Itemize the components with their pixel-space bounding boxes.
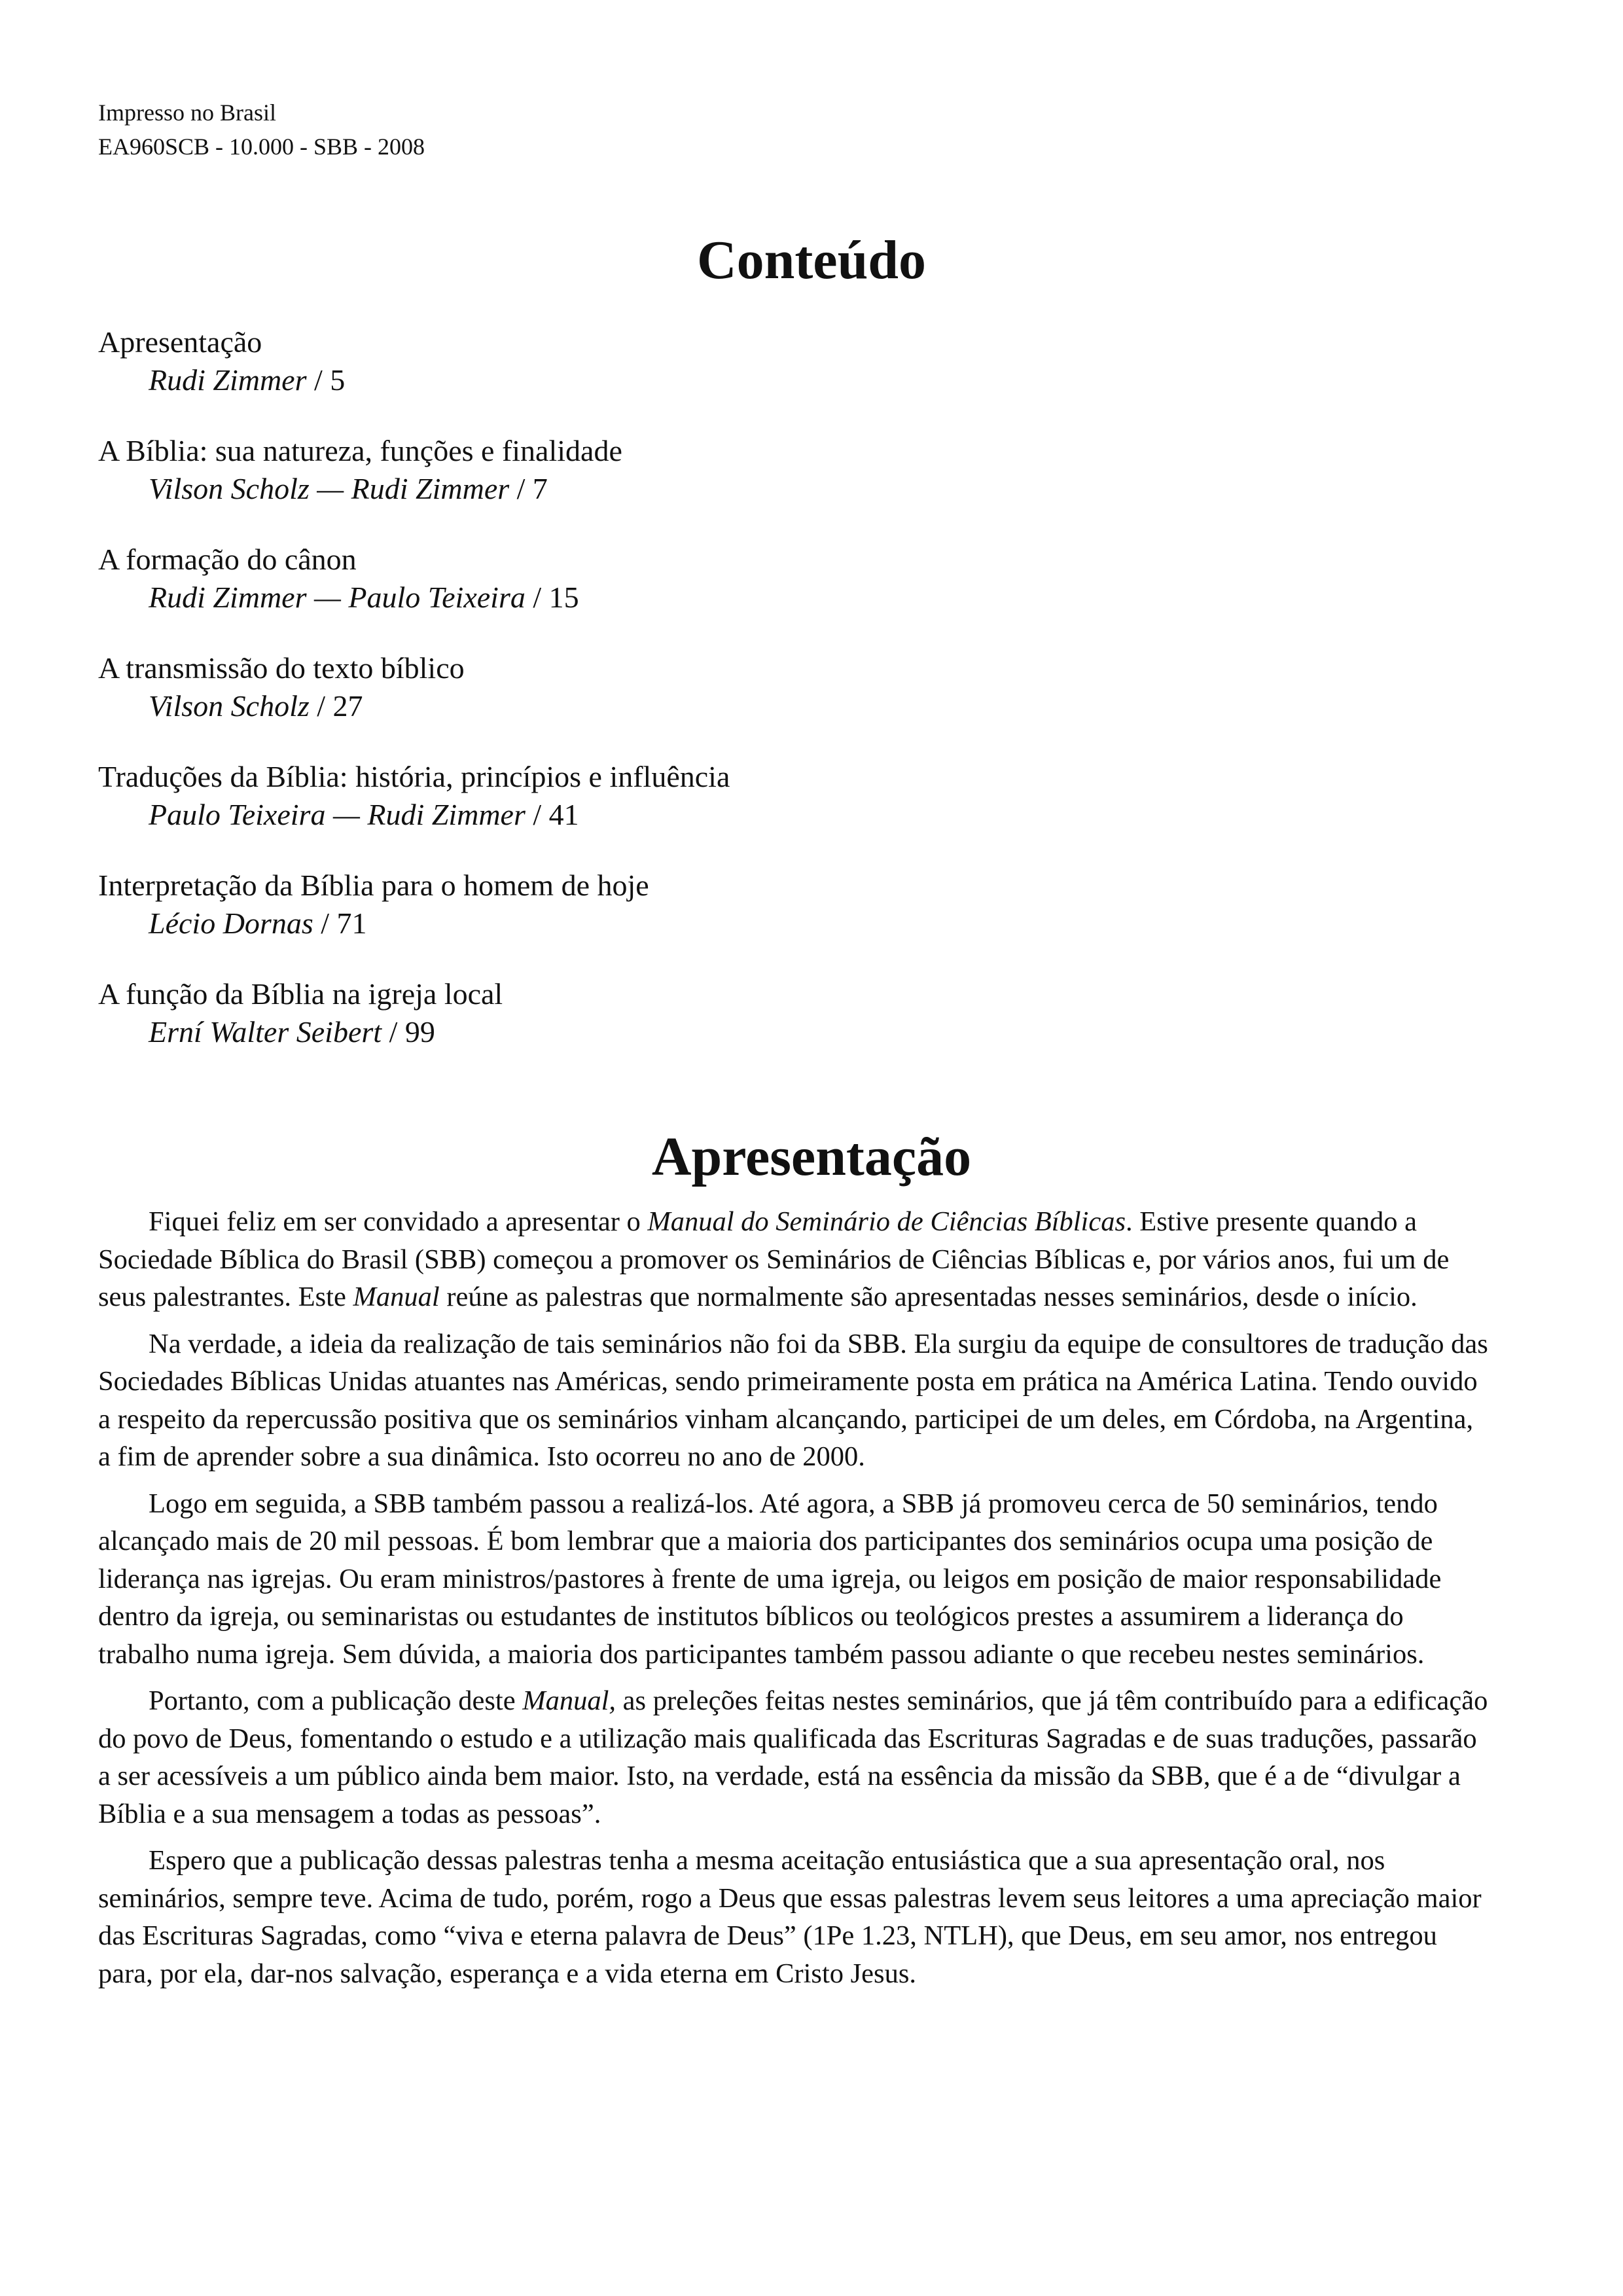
imprint-code: EA960SCB - 10.000 - SBB - 2008 (98, 134, 425, 160)
toc-entry-page: / 41 (525, 798, 579, 831)
toc-entry-byline (98, 687, 1014, 725)
toc-entry-page: / 5 (306, 363, 346, 397)
intro-heading: Apresentação (651, 1126, 972, 1187)
intro-paragraph-2: Na verdade, a ideia da realização de tais seminários não foi da SBB. Ela surgiu da equipe de consultores de tradução das Sociedades Bíblicas Unidas atuantes nas Américas, sendo primeiramente posta em prática na América Latina. Tendo ouvido a respeito da repercussão positiva que os seminários vinham alcançando, participei de um deles, em Córdoba, na Argentina, a fim de aprender sobre a sua dinâmica. Isto ocorreu no ano de 2000. (98, 1328, 1488, 1472)
book-title-short: Manual, (522, 1685, 616, 1716)
toc-entry (98, 541, 1014, 649)
toc-entry-title: A função da Bíblia na igreja local (98, 977, 503, 1011)
text-run: as preleções feitas nestes seminários, que já têm contribuído para a edificação do povo de Deus, fomentando o estudo e a utilização mais qualificada das Escrituras Sagradas e de suas traduções, passarão a ser acessíveis a um público ainda bem maior. Isto, na verdade, está na essência da missão da SBB, que é a de “divulgar a Bíblia e a sua mensagem a todas as pessoas”. (98, 1685, 1488, 1829)
toc-entry-title: Interpretação da Bíblia para o homem de hoje (98, 869, 649, 902)
toc-entry-authors: Vilson Scholz — Rudi Zimmer (149, 472, 510, 505)
toc-entry-byline (98, 1013, 1014, 1051)
toc-entry-byline (98, 361, 1014, 399)
book-title: Manual do Seminário de Ciências Bíblicas (647, 1206, 1126, 1237)
text-run: . Estive presente quando a Sociedade Bíblica do Brasil (SBB) começou a promover os Seminários de Ciências Bíblicas e, por vários anos, fui um de seus palestrantes. Este (98, 1206, 1450, 1312)
toc-entry-page: / 7 (509, 472, 548, 505)
toc-entry-byline (98, 579, 1014, 617)
toc-entry (98, 975, 1014, 1084)
intro-paragraph-4 (98, 1682, 1492, 1833)
toc-entry (98, 649, 1014, 758)
toc-entry-byline (98, 796, 1014, 834)
intro-body (98, 1203, 1492, 2001)
toc-entry (98, 867, 1014, 975)
toc-entry-title: A formação do cânon (98, 543, 357, 576)
toc-entry-page: / 99 (382, 1015, 435, 1049)
imprint-block (98, 96, 425, 164)
text-run: Portanto, com a publicação deste (149, 1685, 523, 1716)
toc-entry-title: A transmissão do texto bíblico (98, 651, 465, 685)
toc-entry (98, 758, 1014, 867)
intro-paragraph-5: Espero que a publicação dessas palestras tenha a mesma aceitação entusiástica que a sua apresentação oral, nos seminários, sempre teve. Acima de tudo, porém, rogo a Deus que essas palestras levem seus leitores a uma apreciação maior das Escrituras Sagradas, como “viva e eterna palavra de Deus” (1Pe 1.23, NTLH), que Deus, em seu amor, nos entregou para, por ela, dar-nos salvação, esperança e a vida eterna em Cristo Jesus. (98, 1845, 1482, 1989)
toc-entry-page: / 71 (313, 906, 367, 940)
toc-entry-title: A Bíblia: sua natureza, funções e finalidade (98, 434, 622, 467)
toc-entry-authors: Paulo Teixeira — Rudi Zimmer (149, 798, 526, 831)
toc-entry-authors: Erní Walter Seibert (149, 1015, 382, 1049)
toc-entry-authors: Rudi Zimmer — Paulo Teixeira (149, 581, 526, 614)
toc-entry-title: Apresentação (98, 325, 262, 359)
intro-paragraph-1 (98, 1203, 1492, 1316)
toc-list (98, 323, 1014, 1084)
toc-entry-authors: Lécio Dornas (149, 906, 313, 940)
toc-entry-page: / 15 (525, 581, 579, 614)
intro-paragraph-3: Logo em seguida, a SBB também passou a realizá-los. Até agora, a SBB já promoveu cerca de 50 seminários, tendo alcançado mais de 20 mil pessoas. É bom lembrar que a maioria dos participantes dos seminários ocupa uma posição de liderança nas igrejas. Ou eram ministros/pastores à frente de uma igreja, ou leigos em posição de maior responsabilidade dentro da igreja, ou seminaristas ou estudantes de institutos bíblicos ou teológicos prestes a assumirem a liderança do trabalho numa igreja. Sem dúvida, a maioria dos participantes também passou adiante o que recebeu nestes seminários. (98, 1488, 1442, 1670)
imprint-country: Impresso no Brasil (98, 99, 276, 126)
toc-entry-byline (98, 470, 1014, 508)
toc-entry (98, 323, 1014, 432)
book-title-short: Manual (353, 1282, 440, 1312)
toc-entry-title: Traduções da Bíblia: história, princípios e influência (98, 760, 730, 793)
toc-entry-authors: Vilson Scholz (149, 689, 310, 723)
text-run: reúne as palestras que normalmente são apresentadas nesses seminários, desde o início. (439, 1282, 1418, 1312)
toc-heading: Conteúdo (696, 230, 927, 291)
text-run: Fiquei feliz em ser convidado a apresentar o (149, 1206, 648, 1237)
toc-entry-page: / 27 (309, 689, 363, 723)
toc-entry (98, 432, 1014, 541)
toc-entry-byline (98, 905, 1014, 942)
toc-entry-authors: Rudi Zimmer (149, 363, 307, 397)
